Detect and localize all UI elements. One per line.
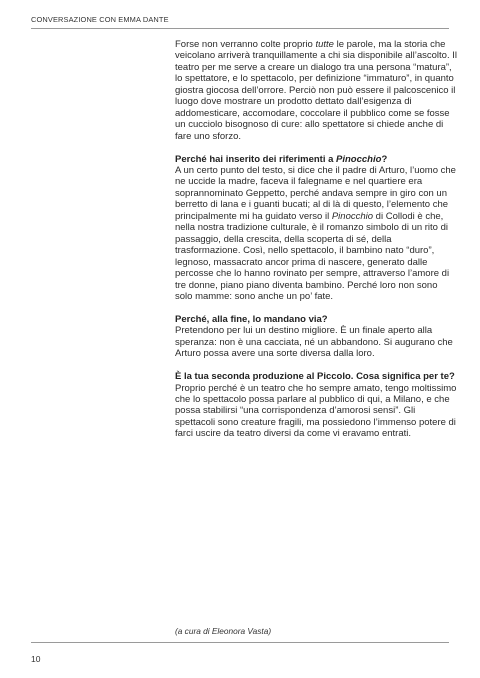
question-heading: Perché, alla fine, lo mandano via? — [175, 313, 328, 325]
answer-paragraph: Proprio perché è un teatro che ho sempre amato, tengo moltissimo che lo spettacolo possa parlare al pubblico di qui, a Milano, e che possa stabilirsi “una corrispondenza d’amorosi sensi”. Gli spettacoli sono creature fragili, ma possiedono l’immenso potere di farci uscire da teatro diversi da come vi eravamo entrati. — [175, 382, 457, 440]
header-rule — [31, 28, 449, 29]
question-text-end: ? — [381, 153, 388, 165]
intro-text-rest: le parole, ma la storia che veicolano arriverà tranquillamente a chi sia disponibile all’ascolto. Il teatro per me serve a creare un dialogo tra una persona “matura”, lo spettatore, e lo spettacolo, per definizione “immaturo”, in quanto giostra giocosa dell’orrore. Perciò non può essere il palcoscenico il luogo dove mostrare un prodotto dettato dall’esigenza di addomesticare, accomodare, coccolare il pubblico come se fosse un cucciolo bisognoso di cure: allo spettatore si chiede anche di fare uno sforzo. — [175, 39, 457, 142]
intro-emphasis: tutte — [315, 39, 334, 50]
author-credit: (a cura di Eleonora Vasta) — [175, 626, 272, 636]
answer-paragraph — [175, 165, 457, 302]
intro-paragraph — [175, 39, 457, 142]
answer-text-start: A un certo punto del testo, si dice che il padre di Arturo, l’uomo che ne uccide la madre, faceva il falegname e nel quartiere era soprannominato Geppetto, perché andava sempre in giro con un berretto di lana e i guanti bucati; al di là di questo, l’elemento che principalmente mi ha guidato verso il — [175, 164, 456, 222]
qa-block-finale — [175, 314, 457, 360]
question-heading: È la tua seconda produzione al Piccolo. Cosa significa per te? — [175, 371, 455, 383]
intro-text-start: Forse non verranno colte proprio — [175, 39, 316, 50]
qa-block-pinocchio — [175, 154, 457, 303]
answer-emphasis: Pinocchio — [331, 210, 374, 222]
intro-block — [175, 39, 457, 142]
qa-block-piccolo — [175, 371, 457, 440]
article-body — [175, 39, 457, 451]
answer-paragraph: Pretendono per lui un destino migliore. È un finale aperto alla speranza: non è una cacciata, né un abbandono. Si augurano che Arturo possa avere una sorte diversa dalla loro. — [175, 325, 453, 360]
question-emphasis: Pinocchio — [336, 153, 382, 165]
page-number: 10 — [31, 654, 41, 664]
question-text-start: Perché hai inserito dei riferimenti a — [175, 153, 337, 165]
running-header: CONVERSAZIONE CON EMMA DANTE — [31, 15, 169, 24]
footer-rule — [31, 642, 449, 643]
answer-text-rest: di Collodi è che, nella nostra tradizione culturale, è il romanzo simbolo di un rito di passaggio, della crescita, della scoperta di sé, della trasformazione. Così, nello spettacolo, il bambino nato “duro”, legnoso, massacrato ancor prima di nascere, generato dalle percosse che lo hanno rovinato per sempre, attraverso l’amore di tre donne, piano piano diventa bambino. Perché loro non sono solo mamme: sono anche un po’ fate. — [175, 210, 450, 302]
question-heading — [175, 154, 457, 165]
